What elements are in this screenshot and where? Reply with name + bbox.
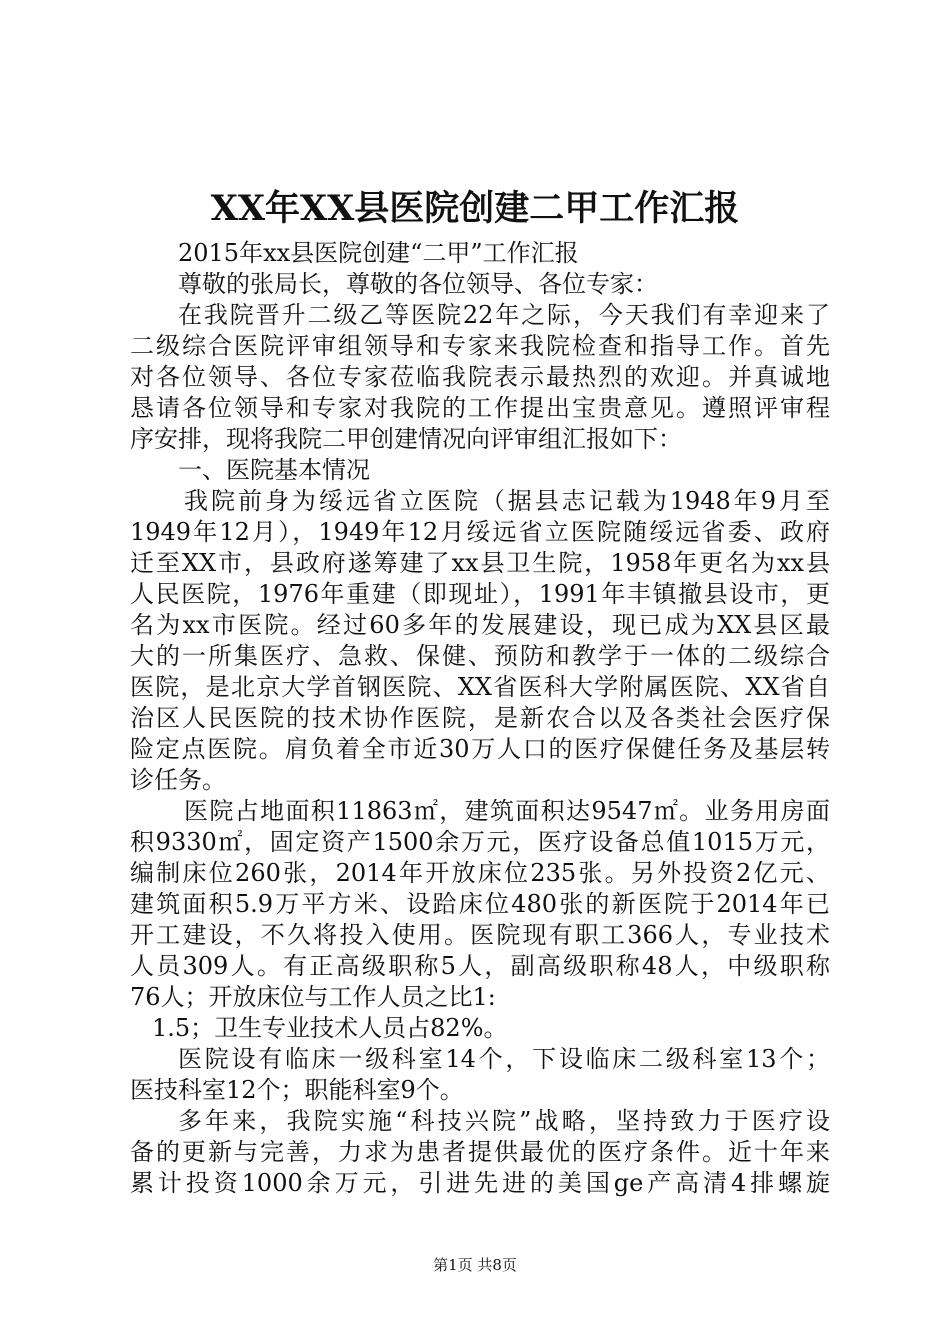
- document-body: [130, 238, 830, 1199]
- text-line: 治区人民医院的技术协作医院，是新农合以及各类社会医疗保: [130, 704, 830, 732]
- text-line: 尊敬的张局长，尊敬的各位领导、各位专家：: [178, 270, 658, 298]
- document-title: XX年XX县医院创建二甲工作汇报: [210, 188, 740, 229]
- text-line: 对各位领导、各位专家莅临我院表示最热烈的欢迎。并真诚地: [130, 363, 830, 391]
- text-line: 医院占地面积11863㎡，建筑面积达9547㎡。业务用房面: [184, 797, 830, 825]
- text-line: 序安排，现将我院二甲创建情况向评审组汇报如下：: [130, 425, 682, 453]
- text-line: 1.5；卫生专业技术人员占82%。: [152, 1014, 508, 1042]
- text-line: 累计投资1000余万元，引进先进的美国ge产高清4排螺旋: [130, 1169, 830, 1197]
- text-line: 大的一所集医疗、急救、保健、预防和教学于一体的二级综合: [130, 642, 830, 670]
- text-line: 76人；开放床位与工作人员之比1:: [130, 983, 496, 1011]
- text-line: 我院前身为绥远省立医院（据县志记载为1948年9月至: [184, 487, 830, 515]
- text-line: 积9330㎡，固定资产1500余万元，医疗设备总值1015万元，: [130, 828, 830, 856]
- text-line: 一、医院基本情况: [178, 456, 370, 484]
- text-line: 名为xx市医院。经过60多年的发展建设，现已成为XX县区最: [130, 611, 830, 639]
- text-line: 多年来，我院实施“科技兴院”战略，坚持致力于医疗设: [178, 1107, 830, 1135]
- text-line: 人员309人。有正高级职称5人，副高级职称48人，中级职称: [130, 952, 830, 980]
- text-line: 建筑面积5.9万平方米、设跲床位480张的新医院于2014年已: [130, 890, 830, 918]
- text-line: 二级综合医院评审组领导和专家来我院检查和指导工作。首先: [130, 332, 830, 360]
- text-line: 编制床位260张，2014年开放床位235张。另外投资2亿元、: [130, 859, 830, 887]
- text-line: 在我院晋升二级乙等医院22年之际，今天我们有幸迎来了: [178, 301, 830, 329]
- text-line: 人民医院，1976年重建（即现址），1991年丰镇撤县设市，更: [130, 580, 830, 608]
- text-line: 备的更新与完善，力求为患者提供最优的医疗条件。近十年来: [130, 1138, 830, 1166]
- text-line: 医院，是北京大学首钢医院、XX省医科大学附属医院、XX省自: [130, 673, 830, 701]
- page-footer: 第1页 共8页: [433, 1256, 517, 1274]
- text-line: 恳请各位领导和专家对我院的工作提出宝贵意见。遵照评审程: [130, 394, 830, 422]
- text-line: 1949年12月），1949年12月绥远省立医院随绥远省委、政府: [130, 518, 830, 546]
- text-line: 诊任务。: [130, 766, 226, 794]
- text-line: 开工建设，不久将投入使用。医院现有职工366人，专业技术: [130, 921, 830, 949]
- text-line: 险定点医院。肩负着全市近30万人口的医疗保健任务及基层转: [130, 735, 830, 763]
- text-line: 医技科室12个；职能科室9个。: [130, 1076, 464, 1104]
- text-line: 医院设有临床一级科室14个，下设临床二级科室13个；: [178, 1045, 830, 1073]
- text-line: 迁至XX市，县政府遂筹建了xx县卫生院，1958年更名为xx县: [130, 549, 830, 577]
- text-line: 2015年xx县医院创建“二甲”工作汇报: [178, 239, 579, 267]
